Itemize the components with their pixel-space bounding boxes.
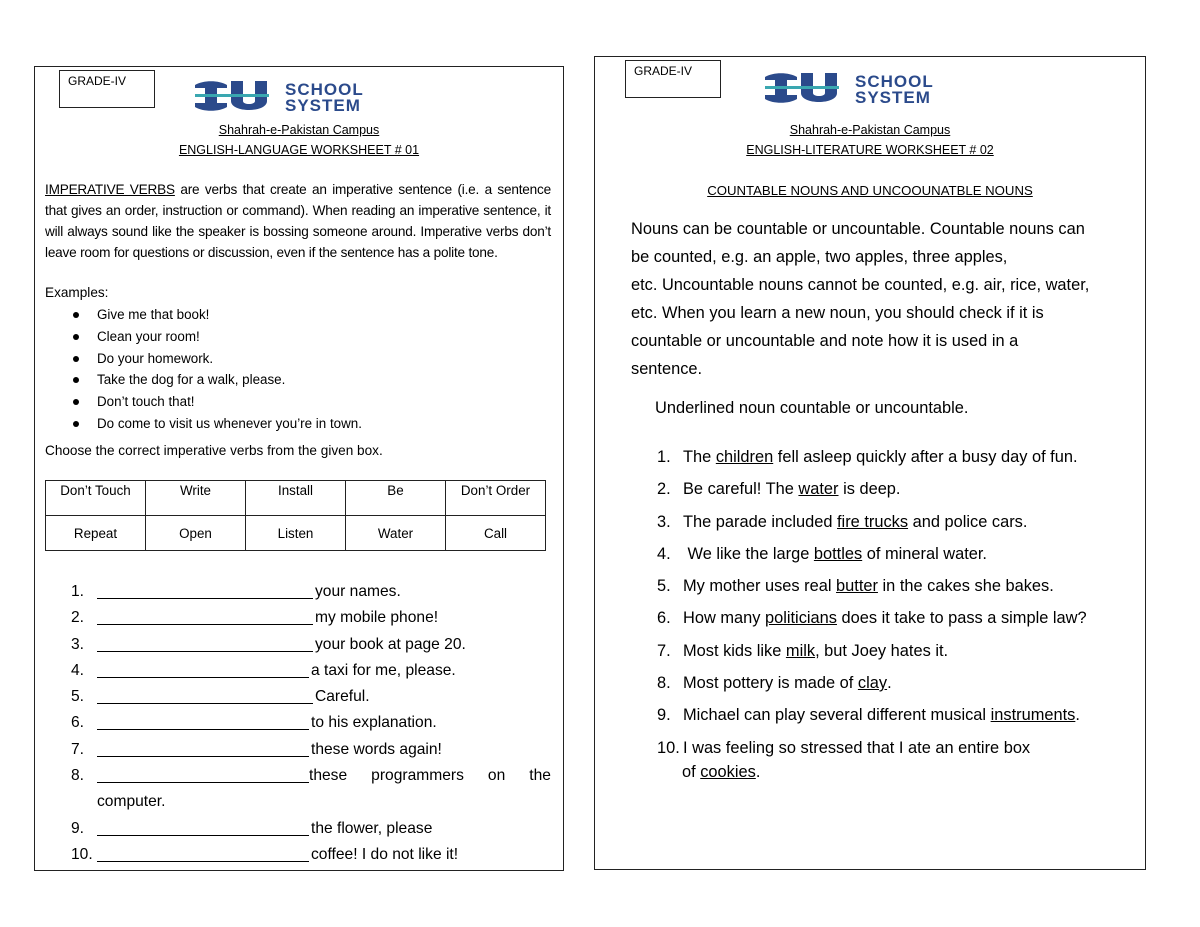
noun-questions [657,441,1087,764]
question-number: 6. [657,609,671,628]
verb-box [45,480,546,551]
question-text: is deep. [838,480,901,499]
paragraph-line: countable or uncountable and note how it is used in a [631,332,1019,350]
topic-title: COUNTABLE NOUNS AND UNCOOUNATBLE NOUNS [707,183,1033,198]
choose-instruction: Choose the correct imperative verbs from the given box. [45,443,383,458]
question-text: Michael can play several different musical [683,706,991,725]
question-number: 4. [71,661,85,679]
svg-text:SYSTEM: SYSTEM [855,88,931,105]
verb-cell: Be [346,481,446,516]
worksheet-title: ENGLISH-LITERATURE WORKSHEET # 02 [746,143,994,157]
question-item [657,506,1087,538]
question-text: in the cakes she bakes. [877,577,1054,596]
question-text: The [683,448,716,466]
answer-blank[interactable] [97,661,309,678]
underlined-noun: politicians [764,609,837,628]
underlined-noun: cookies [700,763,756,781]
question-item [71,816,551,842]
question-number: 2. [71,609,85,627]
question-number: 1. [657,448,671,466]
answer-blank[interactable] [97,766,309,783]
paragraph-line: etc. Uncountable nouns cannot be counted, e.g. air, rice, water, [631,276,1090,294]
question-text: . [1075,706,1080,725]
question-text: The parade included [683,512,837,531]
question-text: My mother uses real [683,577,837,596]
question-item [657,570,1087,602]
question-text: does it take to pass a simple law? [836,609,1087,628]
question-text: . [755,763,761,781]
verb-cell: Install [246,481,346,516]
svg-text:SCHOOL: SCHOOL [855,72,934,91]
question-item [657,699,1087,731]
question-text: of [682,763,701,781]
question-item [657,732,1087,764]
grade-box: GRADE-IV [625,60,721,98]
examples-list [45,304,362,435]
example-item: Clean your room! [45,326,362,348]
question-text: your names. [315,583,401,600]
intro-text: are verbs that create an imperative sentence (i.e. a sentence that gives an order, instruction or command). When reading an imperative sentence, it will always sound like the speaker is bossing someone around. Imperative verbs don’t leave room for questions or discussion, even if the sentence has a polite tone. [45,182,551,260]
question-number: 9. [657,706,671,725]
answer-blank[interactable] [97,713,309,730]
answer-blank[interactable] [97,845,309,862]
verb-cell: Water [346,516,446,551]
question-item [657,538,1087,570]
intro-paragraph [45,179,551,263]
question-item [657,602,1087,634]
question-item [657,635,1087,667]
worksheet-literature [594,56,1146,870]
iu-school-system-logo [763,69,975,105]
question-number: 8. [71,767,85,785]
question-number: 3. [657,512,671,531]
examples-label: Examples: [45,285,109,300]
answer-blank[interactable] [97,740,309,757]
question-number: 10. [657,738,680,757]
question-text: Careful. [315,688,370,706]
question-text: Be careful! The [683,480,799,499]
question-text: I was feeling so stressed that I ate an entire box [683,738,1031,757]
question-text: fell asleep quickly after a busy day of fun. [773,448,1078,466]
question-text: these words again! [311,740,442,758]
worksheet-language [34,66,564,871]
question-number: 10. [71,845,93,863]
question-text: to his explanation. [311,714,437,732]
svg-text:SYSTEM: SYSTEM [285,96,361,113]
paragraph-line: Nouns can be countable or uncountable. Countable nouns can [631,220,1085,238]
question-text: coffee! I do not like it! [311,845,459,863]
svg-text:SCHOOL: SCHOOL [285,80,364,99]
underlined-noun: butter [836,577,878,596]
question-word: on [487,767,506,785]
question-continuation [682,763,760,782]
example-item: Do your homework. [45,348,362,370]
question-number: 3. [71,635,85,653]
answer-blank[interactable] [97,582,313,599]
question-word: these [309,767,348,785]
question-number: 9. [71,819,85,837]
question-number: 5. [71,688,85,706]
underlined-noun: milk [785,641,816,660]
verb-cell: Repeat [46,516,146,551]
verb-cell: Open [146,516,246,551]
question-text: , but Joey hates it. [815,641,949,660]
question-text: a taxi for me, please. [311,661,456,679]
example-item: Don’t touch that! [45,391,362,413]
question-item [71,579,551,605]
question-text [309,763,551,789]
underlined-noun: water [798,480,839,499]
noun-instruction: Underlined noun countable or uncountable. [655,399,969,417]
underlined-noun: bottles [813,544,863,563]
question-text: Most kids like [683,641,786,660]
underlined-noun: children [715,448,774,466]
question-text: . [887,674,892,693]
question-text: your book at page 20. [315,635,466,653]
question-item [71,658,551,684]
explanation-paragraph [631,215,1133,383]
question-number: 5. [657,577,671,596]
verb-cell: Write [146,481,246,516]
question-text: and police cars. [908,512,1028,531]
example-item: Do come to visit us whenever you’re in town. [45,413,362,435]
question-item [71,632,551,658]
iu-school-system-logo [193,77,405,113]
answer-blank[interactable] [97,687,313,704]
underlined-noun: fire trucks [837,512,909,531]
verb-cell: Listen [246,516,346,551]
worksheet-title: ENGLISH-LANGUAGE WORKSHEET # 01 [178,143,420,157]
question-item [71,763,551,789]
paragraph-line: sentence. [631,360,703,378]
example-item: Give me that book! [45,304,362,326]
intro-term: IMPERATIVE VERBS [45,182,175,197]
campus-name: Shahrah-e-Pakistan Campus [218,123,380,137]
verb-cell: Call [446,516,546,551]
question-text: the flower, please [311,819,433,837]
question-number: 7. [657,641,671,660]
grade-box: GRADE-IV [59,70,155,108]
answer-blank[interactable] [97,608,313,625]
question-text: of mineral water. [862,544,987,563]
answer-blank[interactable] [97,635,313,652]
question-number: 1. [71,583,85,600]
paragraph-line: be counted, e.g. an apple, two apples, three apples, [631,248,1008,266]
question-number: 8. [657,674,671,693]
question-item [71,605,551,631]
question-word: programmers [371,767,464,785]
question-item [657,667,1087,699]
question-item [657,473,1087,505]
question-number: 7. [71,740,85,758]
question-text: Most pottery is made of [683,674,858,693]
question-continuation: computer. [97,793,166,811]
verb-cell: Don’t Touch [46,481,146,516]
question-number: 2. [657,480,671,499]
answer-blank[interactable] [97,819,309,836]
underlined-noun: instruments [990,706,1076,725]
paragraph-line: etc. When you learn a new noun, you should check if it is [631,304,1044,322]
question-item [657,441,1087,473]
question-item [71,737,551,763]
example-item: Take the dog for a walk, please. [45,369,362,391]
question-text: How many [683,609,765,628]
question-number: 4. [657,544,671,563]
verb-cell: Don’t Order [446,481,546,516]
question-item [71,684,551,710]
campus-name: Shahrah-e-Pakistan Campus [789,123,951,137]
fill-in-questions [71,579,551,868]
question-text: We like the large [683,544,814,563]
question-number: 6. [71,714,85,732]
underlined-noun: clay [857,674,888,693]
question-item [71,710,551,736]
question-word: the [529,767,551,785]
question-text: my mobile phone! [315,609,439,627]
question-item [71,842,551,868]
